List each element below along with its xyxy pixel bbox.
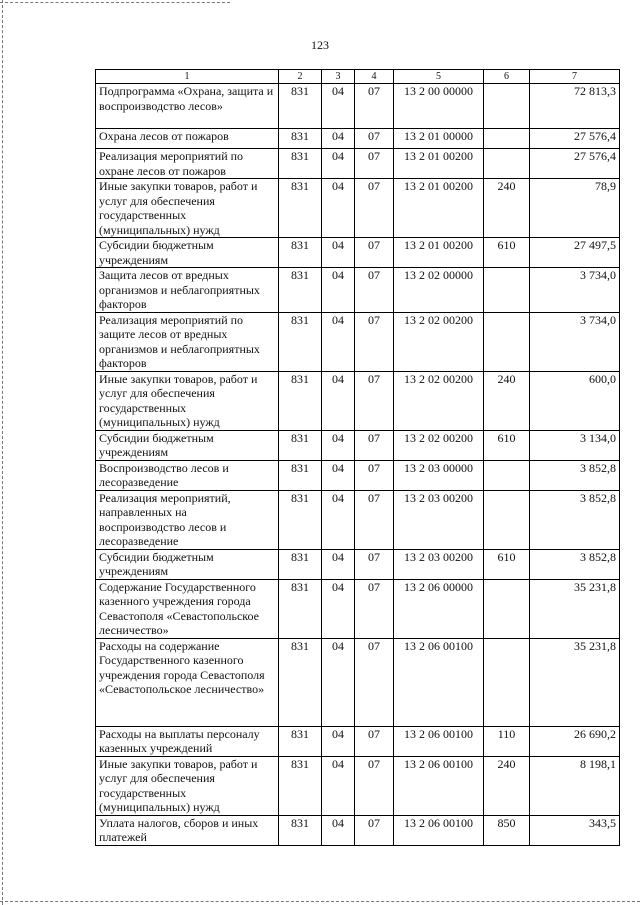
subsection-cell: 07	[355, 312, 394, 371]
target-article-cell: 13 2 02 00000	[394, 268, 484, 313]
expense-type-cell	[484, 129, 530, 149]
amount-cell: 3 852,8	[530, 490, 620, 549]
section-cell: 04	[322, 815, 355, 845]
section-cell: 04	[322, 371, 355, 430]
section-cell: 04	[322, 638, 355, 726]
admin-code-cell: 831	[279, 129, 322, 149]
target-article-cell: 13 2 02 00200	[394, 430, 484, 460]
admin-code-cell: 831	[279, 756, 322, 815]
table-row	[96, 756, 620, 815]
amount-cell: 35 231,8	[530, 638, 620, 726]
table-row	[96, 179, 620, 238]
amount-cell: 3 852,8	[530, 460, 620, 490]
subsection-cell: 07	[355, 129, 394, 149]
admin-code-cell: 831	[279, 149, 322, 179]
column-header-6: 6	[484, 70, 530, 84]
admin-code-cell: 831	[279, 638, 322, 726]
subsection-cell: 07	[355, 430, 394, 460]
table-row	[96, 638, 620, 726]
target-article-cell: 13 2 01 00200	[394, 149, 484, 179]
expense-type-cell	[484, 149, 530, 179]
budget-table	[95, 69, 620, 846]
admin-code-cell: 831	[279, 815, 322, 845]
amount-cell: 27 576,4	[530, 149, 620, 179]
section-cell: 04	[322, 268, 355, 313]
row-name-cell: Иные закупки товаров, работ и услуг для обеспечения государственных (муниципальных) нужд	[96, 756, 279, 815]
table-row	[96, 490, 620, 549]
expense-type-cell: 610	[484, 430, 530, 460]
target-article-cell: 13 2 06 00100	[394, 756, 484, 815]
column-header-2: 2	[279, 70, 322, 84]
amount-cell: 600,0	[530, 371, 620, 430]
column-header-4: 4	[355, 70, 394, 84]
row-name-cell: Подпрограмма «Охрана, защита и воспроизводство лесов»	[96, 84, 279, 129]
table-row	[96, 129, 620, 149]
target-article-cell: 13 2 06 00000	[394, 579, 484, 638]
expense-type-cell: 850	[484, 815, 530, 845]
amount-cell: 3 134,0	[530, 430, 620, 460]
expense-type-cell	[484, 84, 530, 129]
table-row	[96, 549, 620, 579]
admin-code-cell: 831	[279, 579, 322, 638]
amount-cell: 78,9	[530, 179, 620, 238]
section-cell: 04	[322, 179, 355, 238]
subsection-cell: 07	[355, 179, 394, 238]
target-article-cell: 13 2 00 00000	[394, 84, 484, 129]
admin-code-cell: 831	[279, 371, 322, 430]
row-name-cell: Реализация мероприятий, направленных на воспроизводство лесов и лесоразведение	[96, 490, 279, 549]
section-cell: 04	[322, 149, 355, 179]
column-header-3: 3	[322, 70, 355, 84]
table-row	[96, 430, 620, 460]
target-article-cell: 13 2 02 00200	[394, 371, 484, 430]
section-cell: 04	[322, 430, 355, 460]
row-name-cell: Реализация мероприятий по защите лесов от вредных организмов и неблагоприятных факторов	[96, 312, 279, 371]
amount-cell: 3 734,0	[530, 268, 620, 313]
subsection-cell: 07	[355, 638, 394, 726]
expense-type-cell: 610	[484, 549, 530, 579]
subsection-cell: 07	[355, 579, 394, 638]
target-article-cell: 13 2 02 00200	[394, 312, 484, 371]
table-row	[96, 726, 620, 756]
column-header-1: 1	[96, 70, 279, 84]
admin-code-cell: 831	[279, 238, 322, 268]
amount-cell: 3 734,0	[530, 312, 620, 371]
row-name-cell: Расходы на содержание Государственного казенного учреждения города Севастополя «Севастопольское лесничество»	[96, 638, 279, 726]
section-cell: 04	[322, 756, 355, 815]
table-row	[96, 149, 620, 179]
subsection-cell: 07	[355, 238, 394, 268]
scan-edge-left	[2, 0, 3, 905]
expense-type-cell: 240	[484, 371, 530, 430]
section-cell: 04	[322, 238, 355, 268]
admin-code-cell: 831	[279, 549, 322, 579]
row-name-cell: Субсидии бюджетным учреждениям	[96, 238, 279, 268]
admin-code-cell: 831	[279, 268, 322, 313]
scan-edge-top	[0, 2, 230, 3]
subsection-cell: 07	[355, 726, 394, 756]
admin-code-cell: 831	[279, 726, 322, 756]
subsection-cell: 07	[355, 815, 394, 845]
table-row	[96, 371, 620, 430]
target-article-cell: 13 2 03 00200	[394, 549, 484, 579]
subsection-cell: 07	[355, 268, 394, 313]
admin-code-cell: 831	[279, 84, 322, 129]
subsection-cell: 07	[355, 460, 394, 490]
subsection-cell: 07	[355, 371, 394, 430]
row-name-cell: Иные закупки товаров, работ и услуг для обеспечения государственных (муниципальных) нужд	[96, 179, 279, 238]
amount-cell: 343,5	[530, 815, 620, 845]
amount-cell: 27 497,5	[530, 238, 620, 268]
amount-cell: 8 198,1	[530, 756, 620, 815]
expense-type-cell	[484, 268, 530, 313]
target-article-cell: 13 2 01 00200	[394, 238, 484, 268]
subsection-cell: 07	[355, 549, 394, 579]
table-row	[96, 84, 620, 129]
table-row	[96, 238, 620, 268]
expense-type-cell	[484, 638, 530, 726]
expense-type-cell: 610	[484, 238, 530, 268]
row-name-cell: Реализация мероприятий по охране лесов от пожаров	[96, 149, 279, 179]
amount-cell: 35 231,8	[530, 579, 620, 638]
expense-type-cell: 240	[484, 179, 530, 238]
table-row	[96, 268, 620, 313]
admin-code-cell: 831	[279, 312, 322, 371]
scan-edge-bottom	[0, 901, 640, 902]
subsection-cell: 07	[355, 756, 394, 815]
table-row	[96, 579, 620, 638]
subsection-cell: 07	[355, 149, 394, 179]
subsection-cell: 07	[355, 490, 394, 549]
table-header-row	[96, 70, 620, 84]
table-row	[96, 815, 620, 845]
section-cell: 04	[322, 312, 355, 371]
amount-cell: 26 690,2	[530, 726, 620, 756]
expense-type-cell	[484, 490, 530, 549]
table-row	[96, 312, 620, 371]
target-article-cell: 13 2 01 00200	[394, 179, 484, 238]
section-cell: 04	[322, 490, 355, 549]
amount-cell: 72 813,3	[530, 84, 620, 129]
row-name-cell: Расходы на выплаты персоналу казенных учреждений	[96, 726, 279, 756]
section-cell: 04	[322, 579, 355, 638]
expense-type-cell: 240	[484, 756, 530, 815]
row-name-cell: Иные закупки товаров, работ и услуг для обеспечения государственных (муниципальных) нужд	[96, 371, 279, 430]
row-name-cell: Воспроизводство лесов и лесоразведение	[96, 460, 279, 490]
row-name-cell: Защита лесов от вредных организмов и неблагоприятных факторов	[96, 268, 279, 313]
row-name-cell: Уплата налогов, сборов и иных платежей	[96, 815, 279, 845]
expense-type-cell	[484, 460, 530, 490]
target-article-cell: 13 2 01 00000	[394, 129, 484, 149]
table-row	[96, 460, 620, 490]
section-cell: 04	[322, 84, 355, 129]
row-name-cell: Субсидии бюджетным учреждениям	[96, 430, 279, 460]
section-cell: 04	[322, 460, 355, 490]
target-article-cell: 13 2 06 00100	[394, 726, 484, 756]
column-header-7: 7	[530, 70, 620, 84]
row-name-cell: Охрана лесов от пожаров	[96, 129, 279, 149]
target-article-cell: 13 2 03 00000	[394, 460, 484, 490]
section-cell: 04	[322, 129, 355, 149]
row-name-cell: Содержание Государственного казенного учреждения города Севастополя «Севастопольское лесничество»	[96, 579, 279, 638]
target-article-cell: 13 2 06 00100	[394, 638, 484, 726]
column-header-5: 5	[394, 70, 484, 84]
admin-code-cell: 831	[279, 179, 322, 238]
target-article-cell: 13 2 06 00100	[394, 815, 484, 845]
row-name-cell: Субсидии бюджетным учреждениям	[96, 549, 279, 579]
admin-code-cell: 831	[279, 490, 322, 549]
amount-cell: 27 576,4	[530, 129, 620, 149]
section-cell: 04	[322, 726, 355, 756]
subsection-cell: 07	[355, 84, 394, 129]
expense-type-cell	[484, 312, 530, 371]
amount-cell: 3 852,8	[530, 549, 620, 579]
admin-code-cell: 831	[279, 460, 322, 490]
table-body	[96, 84, 620, 846]
page-number: 123	[311, 38, 329, 52]
expense-type-cell	[484, 579, 530, 638]
target-article-cell: 13 2 03 00200	[394, 490, 484, 549]
section-cell: 04	[322, 549, 355, 579]
expense-type-cell: 110	[484, 726, 530, 756]
admin-code-cell: 831	[279, 430, 322, 460]
